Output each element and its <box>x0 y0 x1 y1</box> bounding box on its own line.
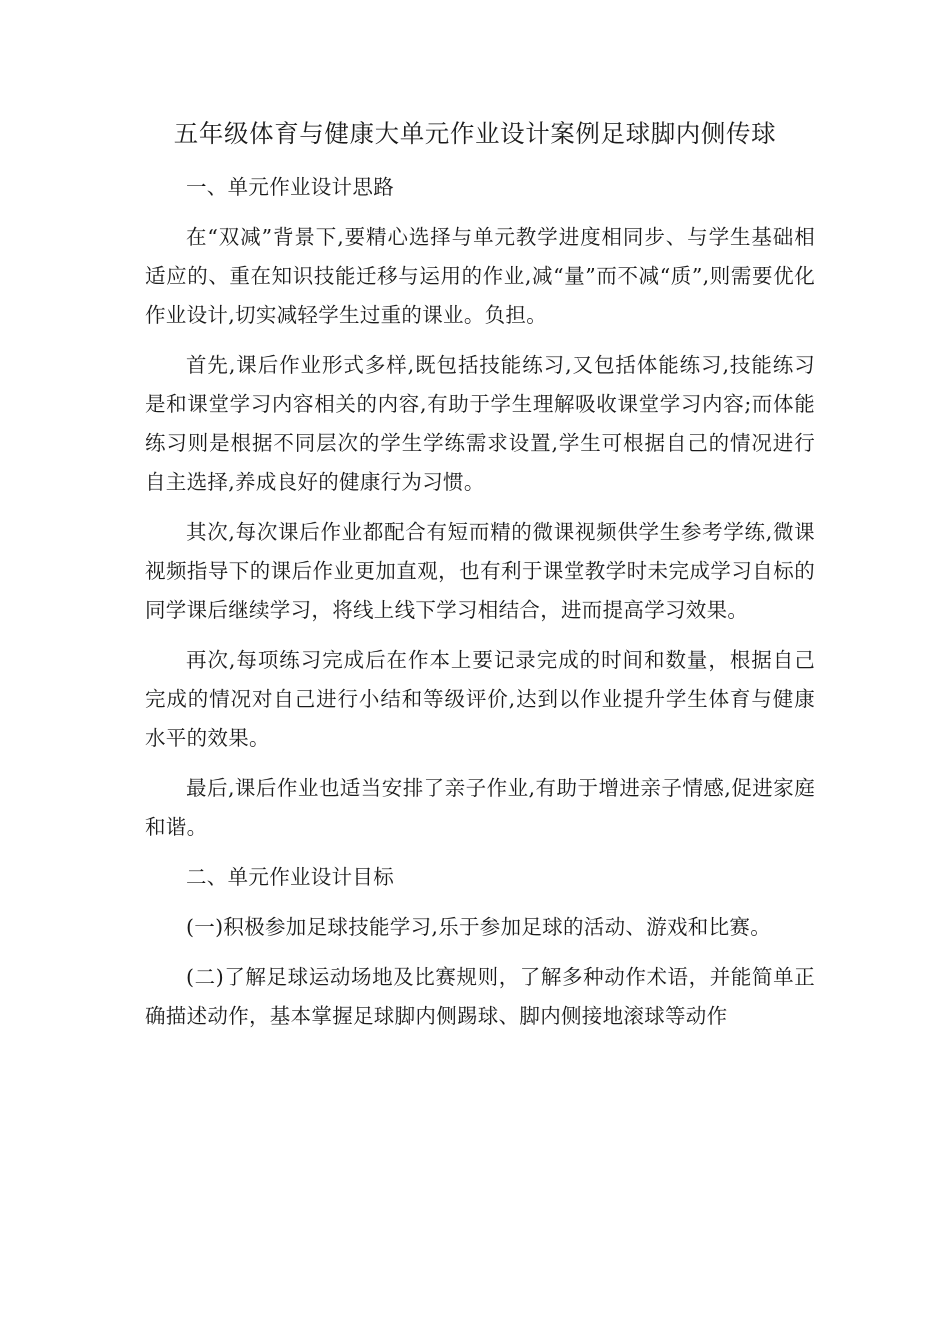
document-body <box>145 168 815 1047</box>
paragraph-second: 其次,每次课后作业都配合有短而精的微课视频供学生参考学练,微课视频指导下的课后作业更加直观，也有利于课堂教学时未完成学习自标的同学课后继续学习，将线上线下学习相结合，进而提高学习效果。 <box>145 520 815 622</box>
paragraph-last: 最后,课后作业也适当安排了亲子作业,有助于增进亲子情感,促进家庭和谐。 <box>145 776 815 839</box>
goal-item-2: (二)了解足球运动场地及比赛规则，了解多种动作术语，并能简单正确描述动作，基本掌握足球脚内侧踢球、脚内侧接地滚球等动作 <box>145 965 815 1028</box>
paragraph-third: 再次,每项练习完成后在作本上要记录完成的时间和数量，根据自己完成的情况对自己进行小结和等级评价,达到以作业提升学生体育与健康水平的效果。 <box>145 648 815 750</box>
paragraph-double-reduction: 在“双减”背景下,要精心选择与单元教学进度相同步、与学生基础相适应的、重在知识技能迁移与运用的作业,减“量”而不减“质”,则需要优化作业设计,切实减轻学生过重的课业。负担。 <box>145 225 815 327</box>
section-heading-2: 二、单元作业设计目标 <box>186 865 394 889</box>
document-title: 五年级体育与健康大单元作业设计案例足球脚内侧传球 <box>173 119 777 148</box>
section-heading-1: 一、单元作业设计思路 <box>186 175 394 199</box>
paragraph-first: 首先,课后作业形式多样,既包括技能练习,又包括体能练习,技能练习是和课堂学习内容相关的内容,有助于学生理解吸收课堂学习内容;而体能练习则是根据不同层次的学生学练需求设置,学生可根据自己的情况进行自主选择,养成良好的健康行为习惯。 <box>145 353 815 494</box>
goal-item-1: (一)积极参加足球技能学习,乐于参加足球的活动、游戏和比赛。 <box>186 915 772 939</box>
